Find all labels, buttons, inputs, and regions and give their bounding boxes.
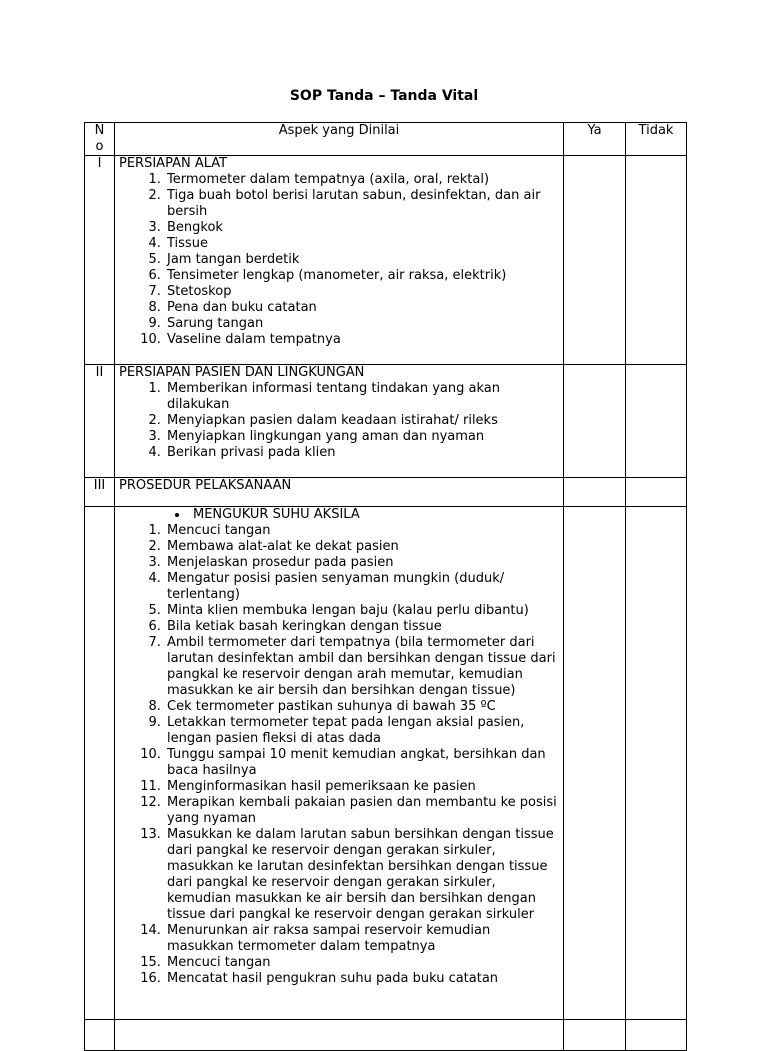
list-item: 8. Pena dan buku catatan — [165, 300, 559, 316]
list-item: 4. Berikan privasi pada klien — [165, 445, 559, 461]
list-item: 16. Mencatat hasil pengukran suhu pada buku catatan — [165, 971, 559, 987]
item-list — [119, 172, 559, 348]
list-item: 3. Menyiapkan lingkungan yang aman dan nyaman — [165, 429, 559, 445]
list-item: 5. Minta klien membuka lengan baju (kalau perlu dibantu) — [165, 603, 559, 619]
row-number: I — [85, 156, 115, 365]
list-item: 9. Sarung tangan — [165, 316, 559, 332]
ya-cell — [564, 365, 626, 478]
list-item: 7. Stetoskop — [165, 284, 559, 300]
ya-cell — [564, 156, 626, 365]
table-row — [85, 1020, 687, 1051]
table-row — [85, 156, 687, 365]
row-number: III — [85, 478, 115, 507]
ya-cell — [564, 1020, 626, 1051]
list-item: 6. Bila ketiak basah keringkan dengan tissue — [165, 619, 559, 635]
header-tidak: Tidak — [626, 123, 687, 156]
section-title: PERSIAPAN PASIEN DAN LINGKUNGAN — [119, 365, 365, 380]
header-ya: Ya — [564, 123, 626, 156]
list-item: 1. Termometer dalam tempatnya (axila, oral, rektal) — [165, 172, 559, 188]
aspect-cell — [115, 365, 564, 478]
list-item: 3. Bengkok — [165, 220, 559, 236]
list-item: 10. Vaseline dalam tempatnya — [165, 332, 559, 348]
aspect-cell — [115, 1020, 564, 1051]
sop-table — [84, 122, 687, 1051]
tidak-cell — [626, 365, 687, 478]
list-item: 4. Tissue — [165, 236, 559, 252]
tidak-cell — [626, 1020, 687, 1051]
list-item: 2. Membawa alat-alat ke dekat pasien — [165, 539, 559, 555]
list-item: 10. Tunggu sampai 10 menit kemudian angkat, bersihkan dan baca hasilnya — [165, 747, 559, 779]
tidak-cell — [626, 507, 687, 1020]
document-title: SOP Tanda – Tanda Vital — [289, 88, 479, 104]
tidak-cell — [626, 156, 687, 365]
list-item: 2. Tiga buah botol berisi larutan sabun, desinfektan, dan air bersih — [165, 188, 559, 220]
item-list — [119, 381, 559, 461]
header-aspek: Aspek yang Dinilai — [115, 123, 564, 156]
row-number — [85, 1020, 115, 1051]
bullet-heading: • MENGUKUR SUHU AKSILA — [189, 507, 559, 523]
tidak-cell — [626, 478, 687, 507]
procedure-list — [119, 523, 559, 987]
table-header-row — [85, 123, 687, 156]
table-row — [85, 365, 687, 478]
header-no: N o — [85, 123, 115, 156]
ya-cell — [564, 507, 626, 1020]
row-number: II — [85, 365, 115, 478]
ya-cell — [564, 478, 626, 507]
aspect-cell — [115, 478, 564, 507]
table-row — [85, 478, 687, 507]
list-item: 11. Menginformasikan hasil pemeriksaan ke pasien — [165, 779, 559, 795]
list-item: 12. Merapikan kembali pakaian pasien dan membantu ke posisi yang nyaman — [165, 795, 559, 827]
aspect-cell — [115, 156, 564, 365]
section-title: PERSIAPAN ALAT — [119, 156, 228, 171]
section-title: PROSEDUR PELAKSANAAN — [119, 478, 292, 493]
aspect-cell — [115, 507, 564, 1020]
list-item: 3. Menjelaskan prosedur pada pasien — [165, 555, 559, 571]
bullet-list — [119, 507, 559, 523]
list-item: 5. Jam tangan berdetik — [165, 252, 559, 268]
list-item: 9. Letakkan termometer tepat pada lengan aksial pasien, lengan pasien fleksi di atas dada — [165, 715, 559, 747]
table-row — [85, 507, 687, 1020]
list-item: 1. Memberikan informasi tentang tindakan yang akan dilakukan — [165, 381, 559, 413]
list-item: 1. Mencuci tangan — [165, 523, 559, 539]
list-item: 14. Menurunkan air raksa sampai reservoir kemudian masukkan termometer dalam tempatnya — [165, 923, 559, 955]
list-item: 7. Ambil termometer dari tempatnya (bila termometer dari larutan desinfektan ambil dan bersihkan dengan tissue dari pangkal ke reservoir dengan arah memutar, kemudian masukkan ke air bersih dan bersihkan dengan tissue) — [165, 635, 559, 699]
list-item: 13. Masukkan ke dalam larutan sabun bersihkan dengan tissue dari pangkal ke reservoir dengan gerakan sirkuler, masukkan ke larutan desinfektan bersihkan dengan tissue dari pangkal ke reservoir dengan gerakan sirkuler, kemudian masukkan ke air bersih dan bersihkan dengan tissue dari pangkal ke reservoir dengan gerakan sirkuler — [165, 827, 559, 923]
list-item: 2. Menyiapkan pasien dalam keadaan istirahat/ rileks — [165, 413, 559, 429]
list-item: 4. Mengatur posisi pasien senyaman mungkin (duduk/ terlentang) — [165, 571, 559, 603]
row-number — [85, 507, 115, 1020]
list-item: 8. Cek termometer pastikan suhunya di bawah 35 ºC — [165, 699, 559, 715]
list-item: 15. Mencuci tangan — [165, 955, 559, 971]
list-item: 6. Tensimeter lengkap (manometer, air raksa, elektrik) — [165, 268, 559, 284]
